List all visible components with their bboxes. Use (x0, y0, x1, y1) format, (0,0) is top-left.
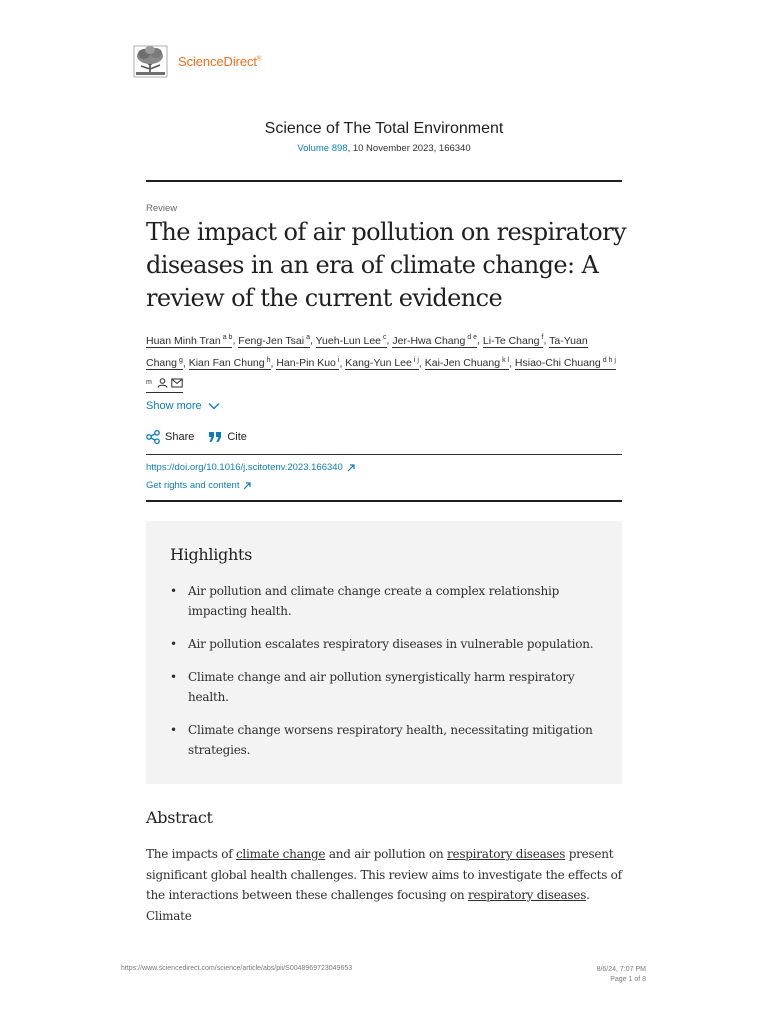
rights-link[interactable] (146, 480, 251, 491)
cite-label: Cite (227, 431, 247, 443)
author-link[interactable]: Kang-Yun Lee $^{i j}$ (345, 356, 419, 369)
quote-icon (208, 431, 222, 443)
person-icon (157, 378, 168, 388)
external-link-icon (243, 482, 251, 490)
brand-name: ScienceDirect® (178, 54, 262, 69)
rights-text: Get rights and content (146, 480, 240, 491)
show-more-button[interactable] (146, 400, 220, 412)
issue-details: , 10 November 2023, 166340 (347, 143, 471, 154)
abstract-title: Abstract (146, 808, 213, 827)
bullet: • (170, 637, 177, 651)
actions-divider (146, 454, 622, 455)
sciencedirect-logo[interactable] (133, 45, 261, 78)
share-label: Share (165, 431, 195, 443)
footer-url: https://www.sciencedirect.com/science/article/abs/pii/S0048969723049653 (121, 965, 353, 972)
share-button[interactable] (146, 430, 194, 444)
author-link[interactable]: Ta-Yuan Chang $^g$ (146, 334, 588, 369)
highlight-item: • Air pollution and climate change create a complex relationship impacting health. (170, 581, 610, 621)
page-number: Page 1 of 8 (610, 976, 646, 983)
author-link[interactable]: Han-Pin Kuo $^i$ (276, 356, 340, 369)
header-divider (146, 180, 622, 182)
highlight-item: • Air pollution escalates respiratory diseases in vulnerable population. (170, 634, 610, 654)
corresponding-author-link[interactable]: Hsiao-Chi Chuang $^{d h j m}$ (146, 357, 616, 393)
bullet: • (170, 670, 177, 684)
article-type: Review (146, 203, 178, 214)
highlight-item: • Climate change worsens respiratory health, necessitating mitigation strategies. (170, 720, 610, 760)
topic-link[interactable]: climate change (235, 847, 326, 861)
mail-icon (171, 378, 183, 388)
author-link[interactable]: Kian Fan Chung $^h$ (188, 356, 271, 369)
author-link[interactable]: Huan Minh Tran $^{a b}$ (146, 334, 233, 347)
volume-link[interactable]: Volume 898 (297, 143, 348, 154)
print-datetime: 8/6/24, 7:07 PM (596, 966, 646, 973)
author-list: Huan Minh Tran $^{a b}$, Feng-Jen Tsai $^a$, Yueh-Lun Lee $^c$, Jer-Hwa Chang $^{d e}$, Li-Te Chang $^f$, Ta-Yuan Chang $^g$, Kian Fan Chung $^h$, Han-Pin Kuo $^i$, Kang-Yun Lee $^{i j}$, Kai-Jen Chuang $^{k l}$, Hsiao-Chi Chuang $^{d h j m}$ (146, 328, 622, 396)
author-link[interactable]: Feng-Jen Tsai $^a$ (238, 334, 310, 347)
highlights-box (146, 521, 622, 784)
abstract-text: The impacts of climate change and air pollution on respiratory diseases present significant global health challenges. This review aims to investigate the effects of the interactions between these challenges focusing on respiratory diseases. Climate (146, 847, 622, 923)
share-icon (146, 430, 160, 444)
highlight-item: • Climate change and air pollution synergistically harm respiratory health. (170, 667, 610, 707)
issue-info (0, 143, 768, 154)
article-actions (146, 430, 261, 444)
bullet: • (170, 723, 177, 737)
show-more-label: Show more (146, 400, 202, 412)
highlights-list (170, 581, 610, 773)
chevron-down-icon (208, 402, 220, 410)
author-link[interactable]: Li-Te Chang $^f$ (482, 334, 544, 347)
topic-link[interactable]: respiratory diseases (467, 888, 587, 902)
meta-divider (146, 500, 622, 502)
elsevier-tree-logo (133, 45, 168, 78)
doi-text: https://doi.org/10.1016/j.scitotenv.2023.166340 (146, 462, 343, 473)
journal-title[interactable]: Science of The Total Environment (264, 120, 504, 137)
doi-link[interactable] (146, 462, 355, 473)
author-link[interactable]: Kai-Jen Chuang $^{k l}$ (424, 356, 510, 369)
author-link[interactable]: Yueh-Lun Lee $^c$ (315, 334, 387, 347)
external-link-icon (347, 464, 355, 472)
cite-button[interactable] (208, 431, 247, 443)
trademark: ® (256, 56, 262, 63)
bullet: • (170, 584, 177, 598)
author-link[interactable]: Jer-Hwa Chang $^{d e}$ (392, 334, 478, 347)
highlights-title: Highlights (170, 545, 253, 564)
topic-link[interactable]: respiratory diseases (447, 847, 566, 861)
footer-meta (597, 965, 646, 985)
article-title: The impact of air pollution on respiratory diseases in an era of climate change: A review of the current evidence (146, 218, 626, 312)
